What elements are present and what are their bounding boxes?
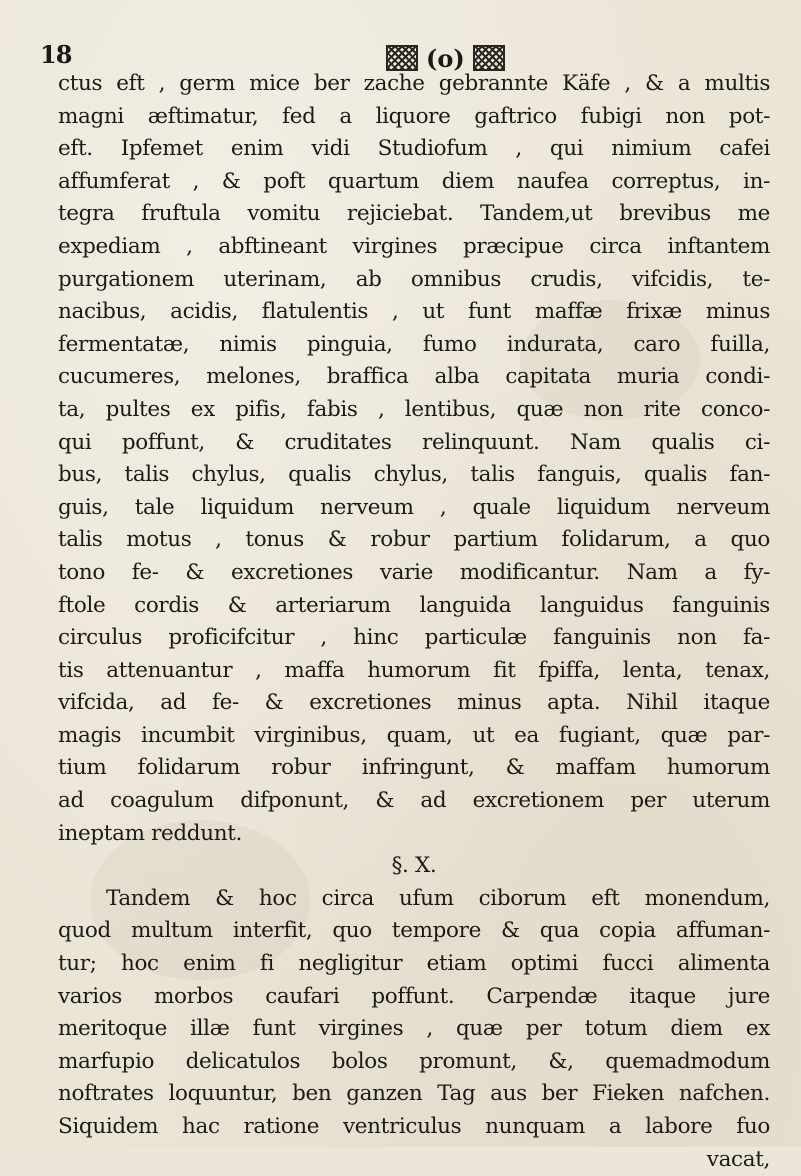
text-line: guis, tale liquidum nerveum , quale liquidum nerveum [58, 494, 770, 520]
section-heading: §. X. [391, 853, 437, 879]
text-line: talis motus , tonus & robur partium folidarum, a quo [58, 527, 770, 553]
text-line: magis incumbit virginibus, quam, ut ea fugiant, quæ par- [58, 722, 770, 748]
text-line: affumferat , & poft quartum diem naufea correptus, in- [58, 168, 770, 194]
text-line: ad coagulum difponunt, & ad excretionem per uterum [58, 788, 770, 814]
text-body [58, 68, 770, 1176]
text-line: expediam , abftineant virgines præcipue circa inftantem [58, 233, 770, 259]
catchword: vacat, [706, 1146, 770, 1172]
text-line: cucumeres, melones, braffica alba capitata muria condi- [58, 364, 770, 390]
text-line: noftrates loquuntur, ben ganzen Tag aus ber Fieken nafchen. [58, 1081, 770, 1107]
text-line: tis attenuantur , maffa humorum fit fpiffa, lenta, tenax, [58, 657, 770, 683]
text-line: meritoque illæ funt virgines , quæ per totum diem ex [58, 1016, 770, 1042]
text-line: ineptam reddunt. [58, 820, 242, 846]
text-line: tegra fruftula vomitu rejiciebat. Tandem,ut brevibus me [58, 201, 770, 227]
text-line: magni æftimatur, fed a liquore gaftrico fubigi non pot- [58, 103, 770, 129]
text-line: tium folidarum robur infringunt, & maffam humorum [58, 755, 770, 781]
text-line: marfupio delicatulos bolos promunt, &, quemadmodum [58, 1048, 770, 1074]
text-line: nacibus, acidis, flatulentis , ut funt maffæ frixæ minus [58, 299, 770, 325]
text-line: quod multum interfit, quo tempore & qua copia affuman- [58, 918, 770, 944]
text-line: Tandem & hoc circa ufum ciborum eft monendum, [106, 885, 770, 911]
text-line: fermentatæ, nimis pinguia, fumo indurata, caro fuilla, [58, 331, 770, 357]
text-line: ctus eft , germ mice ber zache gebrannte Käfe , & a multis [58, 71, 770, 96]
text-line: tono fe- & excretiones varie modificantur. Nam a fy- [58, 559, 770, 585]
text-line: Siquidem hac ratione ventriculus nunquam a labore fuo [58, 1114, 770, 1139]
ornament-center: (o) [426, 43, 465, 73]
page-number: 18 [40, 40, 72, 69]
text-line: eft. Ipfemet enim vidi Studiofum , qui nimium cafei [58, 136, 770, 162]
text-line: varios morbos caufari poffunt. Carpendæ itaque jure [58, 983, 770, 1009]
text-line: qui poffunt, & cruditates relinquunt. Nam qualis ci- [58, 429, 770, 455]
text-line: purgationem uterinam, ab omnibus crudis, vifcidis, te- [58, 266, 770, 292]
text-line: bus, talis chylus, qualis chylus, talis fanguis, qualis fan- [58, 462, 770, 488]
text-line: vifcida, ad fe- & excretiones minus apta. Nihil itaque [58, 690, 770, 716]
text-line: ta, pultes ex pifis, fabis , lentibus, quæ non rite conco- [58, 396, 770, 422]
text-line: circulus proficifcitur , hinc particulæ fanguinis non fa- [58, 625, 770, 651]
text-line: ftole cordis & arteriarum languida languidus fanguinis [58, 592, 770, 618]
text-line: tur; hoc enim fi negligitur etiam optimi fucci alimenta [58, 951, 770, 977]
